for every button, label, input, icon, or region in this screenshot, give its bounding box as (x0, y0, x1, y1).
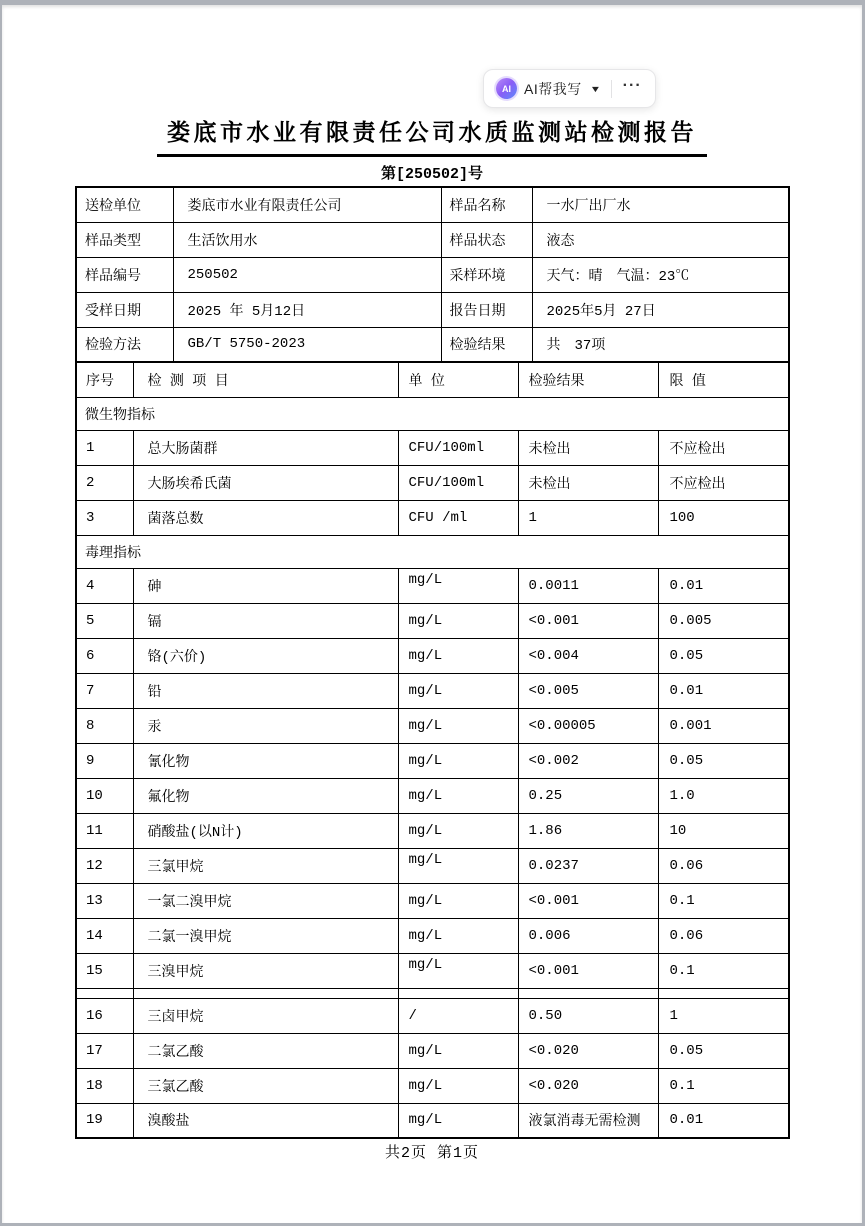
cell-item-name: 铅 (133, 673, 398, 708)
cell-limit: 10 (658, 813, 789, 848)
chevron-down-icon[interactable]: ▼ (589, 83, 601, 94)
table-row (76, 1033, 789, 1068)
cell-unit: mg/L (398, 1103, 518, 1138)
cell-limit: 1 (658, 998, 789, 1033)
table-row (76, 953, 789, 988)
table-row (76, 998, 789, 1033)
cell-limit: 0.1 (658, 1068, 789, 1103)
cell-unit: mg/L (398, 1068, 518, 1103)
cell-result: 1 (518, 500, 658, 535)
info-value: 2025年5月 27日 (532, 292, 789, 327)
spacer-cell (518, 988, 658, 998)
cell-result: 0.0011 (518, 568, 658, 603)
column-header-unit: 单 位 (398, 362, 518, 397)
cell-no: 17 (76, 1033, 133, 1068)
cell-item-name: 三溴甲烷 (133, 953, 398, 988)
cell-limit: 0.05 (658, 638, 789, 673)
cell-unit: mg/L (398, 848, 518, 883)
cell-unit: mg/L (398, 568, 518, 603)
cell-result: <0.002 (518, 743, 658, 778)
ai-logo-text: AI (502, 83, 511, 94)
toolbar-divider (611, 80, 612, 98)
section-header-row (76, 397, 789, 430)
cell-unit: mg/L (398, 743, 518, 778)
info-value: 娄底市水业有限责任公司 (173, 187, 441, 222)
info-row (76, 257, 789, 292)
ai-write-button[interactable] (496, 78, 600, 99)
cell-no: 9 (76, 743, 133, 778)
spacer-cell (398, 988, 518, 998)
cell-limit: 0.06 (658, 848, 789, 883)
cell-no: 19 (76, 1103, 133, 1138)
cell-result: <0.004 (518, 638, 658, 673)
spacer-cell (133, 988, 398, 998)
cell-no: 13 (76, 883, 133, 918)
cell-no: 5 (76, 603, 133, 638)
cell-no: 3 (76, 500, 133, 535)
cell-unit: CFU /ml (398, 500, 518, 535)
sample-info-table (75, 186, 790, 363)
cell-result: 未检出 (518, 465, 658, 500)
table-row (76, 603, 789, 638)
cell-no: 16 (76, 998, 133, 1033)
cell-limit: 1.0 (658, 778, 789, 813)
cell-item-name: 菌落总数 (133, 500, 398, 535)
cell-result: 0.006 (518, 918, 658, 953)
section-header-row (76, 535, 789, 568)
cell-limit: 不应检出 (658, 465, 789, 500)
table-row (76, 430, 789, 465)
ai-write-label: AI帮我写 (524, 80, 582, 97)
test-results-table (75, 361, 790, 1139)
table-row (76, 568, 789, 603)
cell-no: 10 (76, 778, 133, 813)
cell-limit: 0.05 (658, 743, 789, 778)
spacer-cell (76, 988, 133, 998)
info-value: 液态 (532, 222, 789, 257)
info-label: 样品编号 (76, 257, 173, 292)
info-label: 样品类型 (76, 222, 173, 257)
cell-result: <0.001 (518, 603, 658, 638)
info-label: 样品状态 (441, 222, 532, 257)
info-row (76, 187, 789, 222)
cell-item-name: 总大肠菌群 (133, 430, 398, 465)
cell-limit: 0.1 (658, 883, 789, 918)
cell-result: <0.001 (518, 883, 658, 918)
table-row (76, 918, 789, 953)
cell-unit: mg/L (398, 638, 518, 673)
cell-item-name: 溴酸盐 (133, 1103, 398, 1138)
cell-unit: mg/L (398, 883, 518, 918)
cell-result: 液氯消毒无需检测 (518, 1103, 658, 1138)
cell-item-name: 三卤甲烷 (133, 998, 398, 1033)
cell-item-name: 二氯一溴甲烷 (133, 918, 398, 953)
section-header: 毒理指标 (76, 535, 789, 568)
cell-result: 0.0237 (518, 848, 658, 883)
info-label: 报告日期 (441, 292, 532, 327)
cell-limit: 0.05 (658, 1033, 789, 1068)
cell-unit: mg/L (398, 708, 518, 743)
column-header-item: 检 测 项 目 (133, 362, 398, 397)
cell-unit: mg/L (398, 918, 518, 953)
cell-unit: mg/L (398, 603, 518, 638)
info-value: 生活饮用水 (173, 222, 441, 257)
cell-result: <0.020 (518, 1068, 658, 1103)
cell-limit: 0.001 (658, 708, 789, 743)
info-row (76, 292, 789, 327)
column-header-result: 检验结果 (518, 362, 658, 397)
table-row (76, 778, 789, 813)
cell-unit: mg/L (398, 673, 518, 708)
cell-unit: mg/L (398, 1033, 518, 1068)
info-label: 采样环境 (441, 257, 532, 292)
info-label: 送检单位 (76, 187, 173, 222)
cell-result: <0.005 (518, 673, 658, 708)
cell-item-name: 铬(六价) (133, 638, 398, 673)
info-label: 检验结果 (441, 327, 532, 362)
cell-item-name: 三氯乙酸 (133, 1068, 398, 1103)
cell-unit: mg/L (398, 778, 518, 813)
column-header-no: 序号 (76, 362, 133, 397)
cell-item-name: 二氯乙酸 (133, 1033, 398, 1068)
cell-item-name: 大肠埃希氏菌 (133, 465, 398, 500)
cell-no: 8 (76, 708, 133, 743)
cell-result: 未检出 (518, 430, 658, 465)
report-title: 娄底市水业有限责任公司水质监测站检测报告 (157, 114, 707, 157)
cell-unit: CFU/100ml (398, 430, 518, 465)
cell-result: 0.25 (518, 778, 658, 813)
info-label: 检验方法 (76, 327, 173, 362)
cell-unit: mg/L (398, 813, 518, 848)
cell-limit: 0.1 (658, 953, 789, 988)
ai-logo-icon (496, 78, 517, 99)
page-footer: 共2页 第1页 (384, 1145, 479, 1162)
table-row (76, 1103, 789, 1138)
cell-result: <0.00005 (518, 708, 658, 743)
cell-result: 1.86 (518, 813, 658, 848)
cell-item-name: 一氯二溴甲烷 (133, 883, 398, 918)
cell-no: 11 (76, 813, 133, 848)
table-row (76, 638, 789, 673)
cell-no: 18 (76, 1068, 133, 1103)
cell-unit: CFU/100ml (398, 465, 518, 500)
cell-item-name: 砷 (133, 568, 398, 603)
cell-limit: 0.06 (658, 918, 789, 953)
table-row (76, 673, 789, 708)
cell-item-name: 三氯甲烷 (133, 848, 398, 883)
table-row (76, 743, 789, 778)
table-row (76, 813, 789, 848)
section-header: 微生物指标 (76, 397, 789, 430)
cell-no: 7 (76, 673, 133, 708)
table-row (76, 848, 789, 883)
cell-no: 2 (76, 465, 133, 500)
table-row (76, 883, 789, 918)
cell-result: 0.50 (518, 998, 658, 1033)
info-value: 一水厂出厂水 (532, 187, 789, 222)
page-break-spacer-row (76, 988, 789, 998)
info-value: 250502 (173, 257, 441, 292)
info-value: 天气：晴 气温：23℃ (532, 257, 789, 292)
cell-item-name: 汞 (133, 708, 398, 743)
spacer-cell (658, 988, 789, 998)
report-number: 第[250502]号 (380, 166, 483, 183)
cell-limit: 0.01 (658, 673, 789, 708)
cell-result: <0.020 (518, 1033, 658, 1068)
info-value: 2025 年 5月12日 (173, 292, 441, 327)
cell-limit: 100 (658, 500, 789, 535)
cell-no: 12 (76, 848, 133, 883)
cell-no: 14 (76, 918, 133, 953)
table-row (76, 500, 789, 535)
info-label: 受样日期 (76, 292, 173, 327)
info-label: 样品名称 (441, 187, 532, 222)
results-header-row (76, 362, 789, 397)
info-row (76, 222, 789, 257)
cell-no: 6 (76, 638, 133, 673)
column-header-limit: 限 值 (658, 362, 789, 397)
cell-item-name: 氰化物 (133, 743, 398, 778)
document-page (2, 5, 862, 1223)
info-row (76, 327, 789, 362)
cell-item-name: 氟化物 (133, 778, 398, 813)
cell-limit: 0.01 (658, 568, 789, 603)
cell-no: 1 (76, 430, 133, 465)
cell-limit: 不应检出 (658, 430, 789, 465)
table-row (76, 708, 789, 743)
table-row (76, 465, 789, 500)
cell-item-name: 镉 (133, 603, 398, 638)
ai-assistant-toolbar (483, 69, 656, 108)
info-value: GB/T 5750-2023 (173, 327, 441, 362)
cell-item-name: 硝酸盐(以N计) (133, 813, 398, 848)
cell-result: <0.001 (518, 953, 658, 988)
table-row (76, 1068, 789, 1103)
cell-unit: / (398, 998, 518, 1033)
more-options-button[interactable]: ··· (622, 76, 642, 94)
cell-unit: mg/L (398, 953, 518, 988)
cell-no: 15 (76, 953, 133, 988)
cell-limit: 0.01 (658, 1103, 789, 1138)
cell-limit: 0.005 (658, 603, 789, 638)
info-value: 共 37项 (532, 327, 789, 362)
cell-no: 4 (76, 568, 133, 603)
